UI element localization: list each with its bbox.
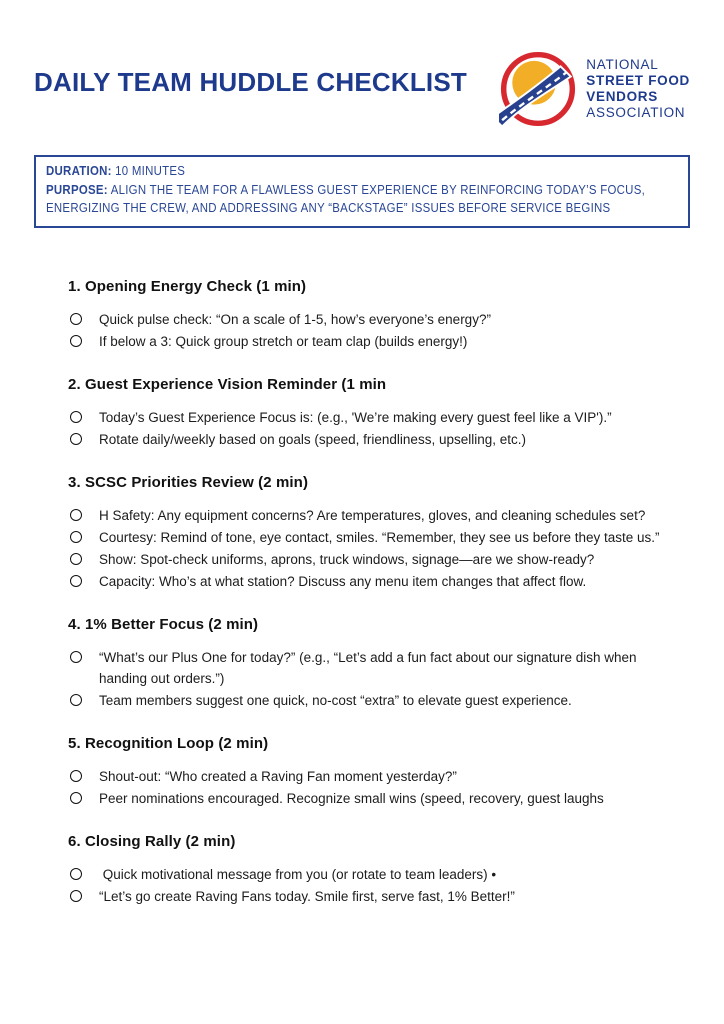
checkbox-circle-icon <box>70 694 82 706</box>
checklist-item-text: Capacity: Who’s at what station? Discuss any menu item changes that affect flow. <box>99 573 587 589</box>
section-heading: 2. Guest Experience Vision Reminder (1 min <box>68 375 387 393</box>
checklist-item-text: Courtesy: Remind of tone, eye contact, smiles. “Remember, they see us before they taste us.” <box>99 529 660 545</box>
logo-wordmark <box>586 57 690 121</box>
checklist-item <box>68 647 690 689</box>
checklist-item <box>68 505 690 526</box>
checkbox-circle-icon <box>70 868 82 880</box>
checkbox-circle-icon <box>70 313 82 325</box>
checkbox-circle-icon <box>70 553 82 565</box>
checklist-section <box>68 376 690 450</box>
checklist <box>34 278 690 907</box>
checkbox-circle-icon <box>70 411 82 423</box>
checklist-item-text: Quick pulse check: “On a scale of 1-5, how’s everyone’s energy?” <box>99 311 491 327</box>
checkbox-circle-icon <box>70 770 82 782</box>
checkbox-circle-icon <box>70 509 82 521</box>
checkbox-circle-icon <box>70 433 82 445</box>
section-heading: 4. 1% Better Focus (2 min) <box>68 615 259 633</box>
checklist-section <box>68 833 690 907</box>
association-logo <box>499 50 690 128</box>
checkbox-circle-icon <box>70 335 82 347</box>
checkbox-circle-icon <box>70 792 82 804</box>
checklist-item-text: Show: Spot-check uniforms, aprons, truck windows, signage—are we show-ready? <box>99 551 595 567</box>
document-header <box>34 50 690 128</box>
purpose-label: PURPOSE: <box>46 181 108 197</box>
page-title: DAILY TEAM HUDDLE CHECKLIST <box>34 67 467 97</box>
checklist-item-text: “Let’s go create Raving Fans today. Smile first, serve fast, 1% Better!” <box>99 888 515 904</box>
logo-line-vendors: VENDORS <box>586 89 658 104</box>
checklist-item <box>68 766 690 787</box>
purpose-value: ALIGN THE TEAM FOR A FLAWLESS GUEST EXPERIENCE BY REINFORCING TODAY’S FOCUS, ENERGIZING THE CREW, AND ADDRESSING ANY “BACKSTAGE” ISSUES BEFORE SERVICE BEGINS <box>46 181 646 215</box>
checklist-item <box>68 429 690 450</box>
duration-value: 10 MINUTES <box>115 163 186 178</box>
checklist-item-text: “What’s our Plus One for today?” (e.g., “Let’s add a fun fact about our signature dish when handing out orders.”) <box>99 649 641 686</box>
purpose-line <box>46 181 677 218</box>
checklist-item <box>68 331 690 352</box>
checklist-item <box>68 886 690 907</box>
checkbox-circle-icon <box>70 575 82 587</box>
checkbox-circle-icon <box>70 531 82 543</box>
checklist-item <box>68 407 690 428</box>
section-heading: 1. Opening Energy Check (1 min) <box>68 277 307 295</box>
checklist-item-text: Shout-out: “Who created a Raving Fan moment yesterday?” <box>99 768 457 784</box>
checklist-item <box>68 864 690 885</box>
checklist-item-text: Rotate daily/weekly based on goals (speed, friendliness, upselling, etc.) <box>99 431 526 447</box>
logo-line-association: ASSOCIATION <box>586 105 686 120</box>
checkbox-circle-icon <box>70 651 82 663</box>
checklist-item-text: Quick motivational message from you (or rotate to team leaders) • <box>99 866 497 882</box>
duration-label: DURATION: <box>46 163 112 178</box>
checklist-item <box>68 788 690 809</box>
logo-line-national: NATIONAL <box>586 57 659 72</box>
checklist-item <box>68 571 690 592</box>
checklist-item-text: H Safety: Any equipment concerns? Are temperatures, gloves, and cleaning schedules set? <box>99 507 646 523</box>
checklist-item <box>68 309 690 330</box>
checklist-item <box>68 527 690 548</box>
section-heading: 6. Closing Rally (2 min) <box>68 832 236 850</box>
checklist-item <box>68 690 690 711</box>
section-heading: 5. Recognition Loop (2 min) <box>68 734 269 752</box>
checklist-item-text: If below a 3: Quick group stretch or team clap (builds energy!) <box>99 333 468 349</box>
checklist-section <box>68 616 690 711</box>
section-heading: 3. SCSC Priorities Review (2 min) <box>68 473 309 491</box>
logo-line-street-food: STREET FOOD <box>586 73 690 88</box>
checklist-item-text: Today’s Guest Experience Focus is: (e.g., 'We’re making every guest feel like a VIP').” <box>99 409 612 425</box>
duration-purpose-text <box>46 162 677 218</box>
checklist-section <box>68 474 690 592</box>
duration-purpose-box <box>34 155 690 228</box>
duration-line <box>46 162 677 181</box>
checklist-item-text: Peer nominations encouraged. Recognize small wins (speed, recovery, guest laughs <box>99 790 604 806</box>
checklist-item <box>68 549 690 570</box>
checkbox-circle-icon <box>70 890 82 902</box>
checklist-section <box>68 278 690 352</box>
checklist-section <box>68 735 690 809</box>
checklist-item-text: Team members suggest one quick, no-cost “extra” to elevate guest experience. <box>99 692 572 708</box>
sun-road-logo-icon <box>499 50 577 128</box>
